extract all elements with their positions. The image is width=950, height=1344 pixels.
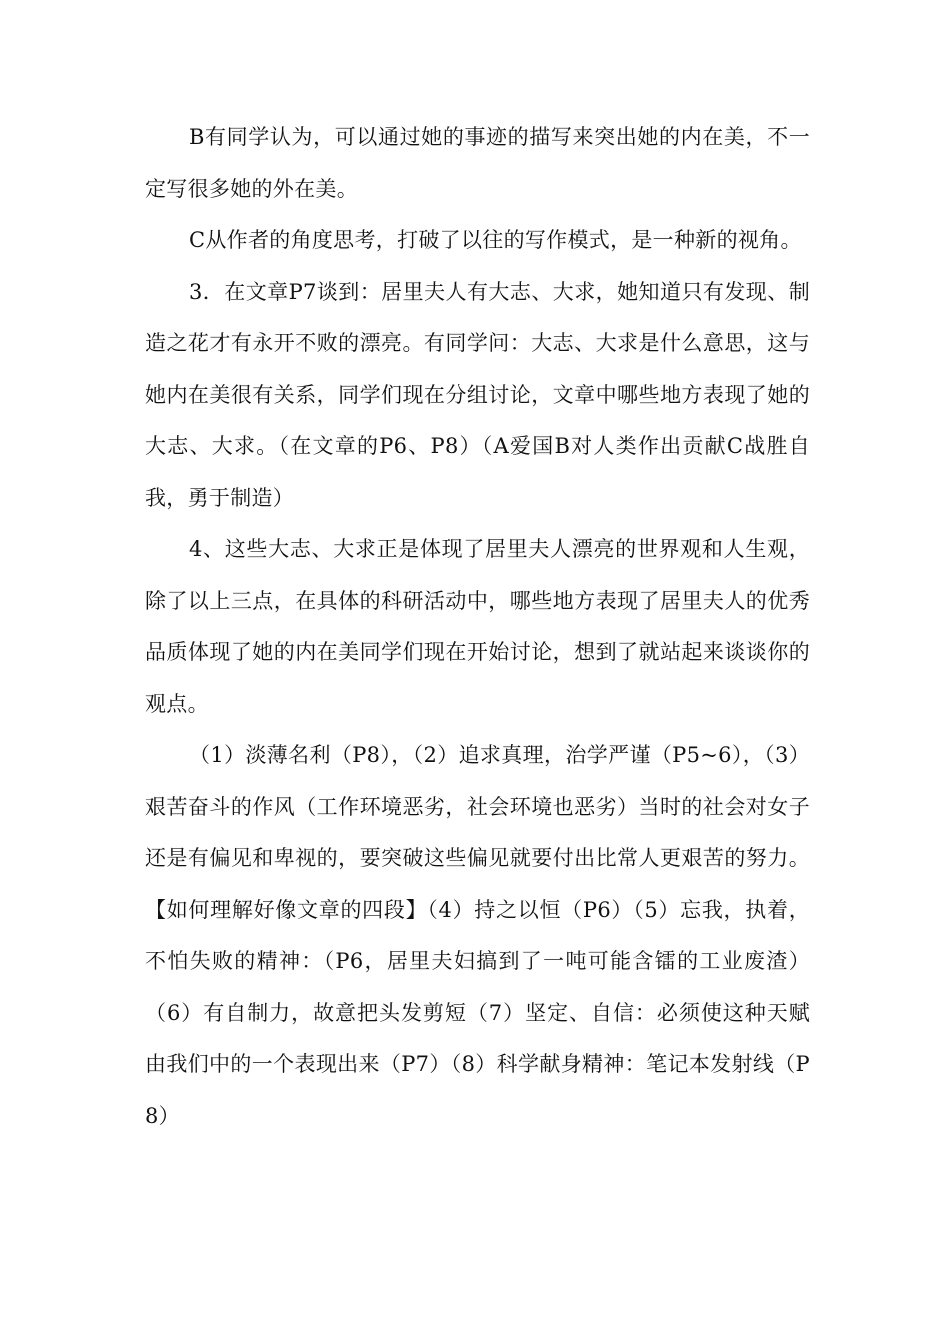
paragraph-qualities-list: （1）淡薄名利（P8），（2）追求真理，治学严谨（P5~6），（3）艰苦奋斗的作风（工作环境恶劣，社会环境也恶劣）当时的社会对女子还是有偏见和卑视的，要突破这些偏见就要付出比常人更艰苦的努力。【如何理解好像文章的四段】（4）持之以恒（P6）（5）忘我，执着，不怕失败的精神：（P6，居里夫妇搞到了一吨可能含镭的工业废渣）（6）有自制力，故意把头发剪短（7）坚定、自信：必须使这种天赋由我们中的一个表现出来（P7）（8）科学献身精神：笔记本发射线（P8） [145, 743, 810, 1128]
document-body [145, 112, 810, 1142]
paragraph-question-4: 4、这些大志、大求正是体现了居里夫人漂亮的世界观和人生观，除了以上三点，在具体的科研活动中，哪些地方表现了居里夫人的优秀品质体现了她的内在美同学们现在开始讨论，想到了就站起来谈谈你的观点。 [145, 537, 810, 716]
paragraph-b-opinion: B有同学认为，可以通过她的事迹的描写来突出她的内在美，不一定写很多她的外在美。 [145, 125, 810, 201]
paragraph-c-perspective: C从作者的角度思考，打破了以往的写作模式，是一种新的视角。 [189, 228, 802, 252]
paragraph-question-3: 3．在文章P7谈到：居里夫人有大志、大求，她知道只有发现、制造之花才有永开不败的漂亮。有同学问：大志、大求是什么意思，这与她内在美很有关系，同学们现在分组讨论，文章中哪些地方表现了她的大志、大求。（在文章的P6、P8）（A爱国B对人类作出贡献C战胜自我，勇于制造） [145, 279, 810, 510]
